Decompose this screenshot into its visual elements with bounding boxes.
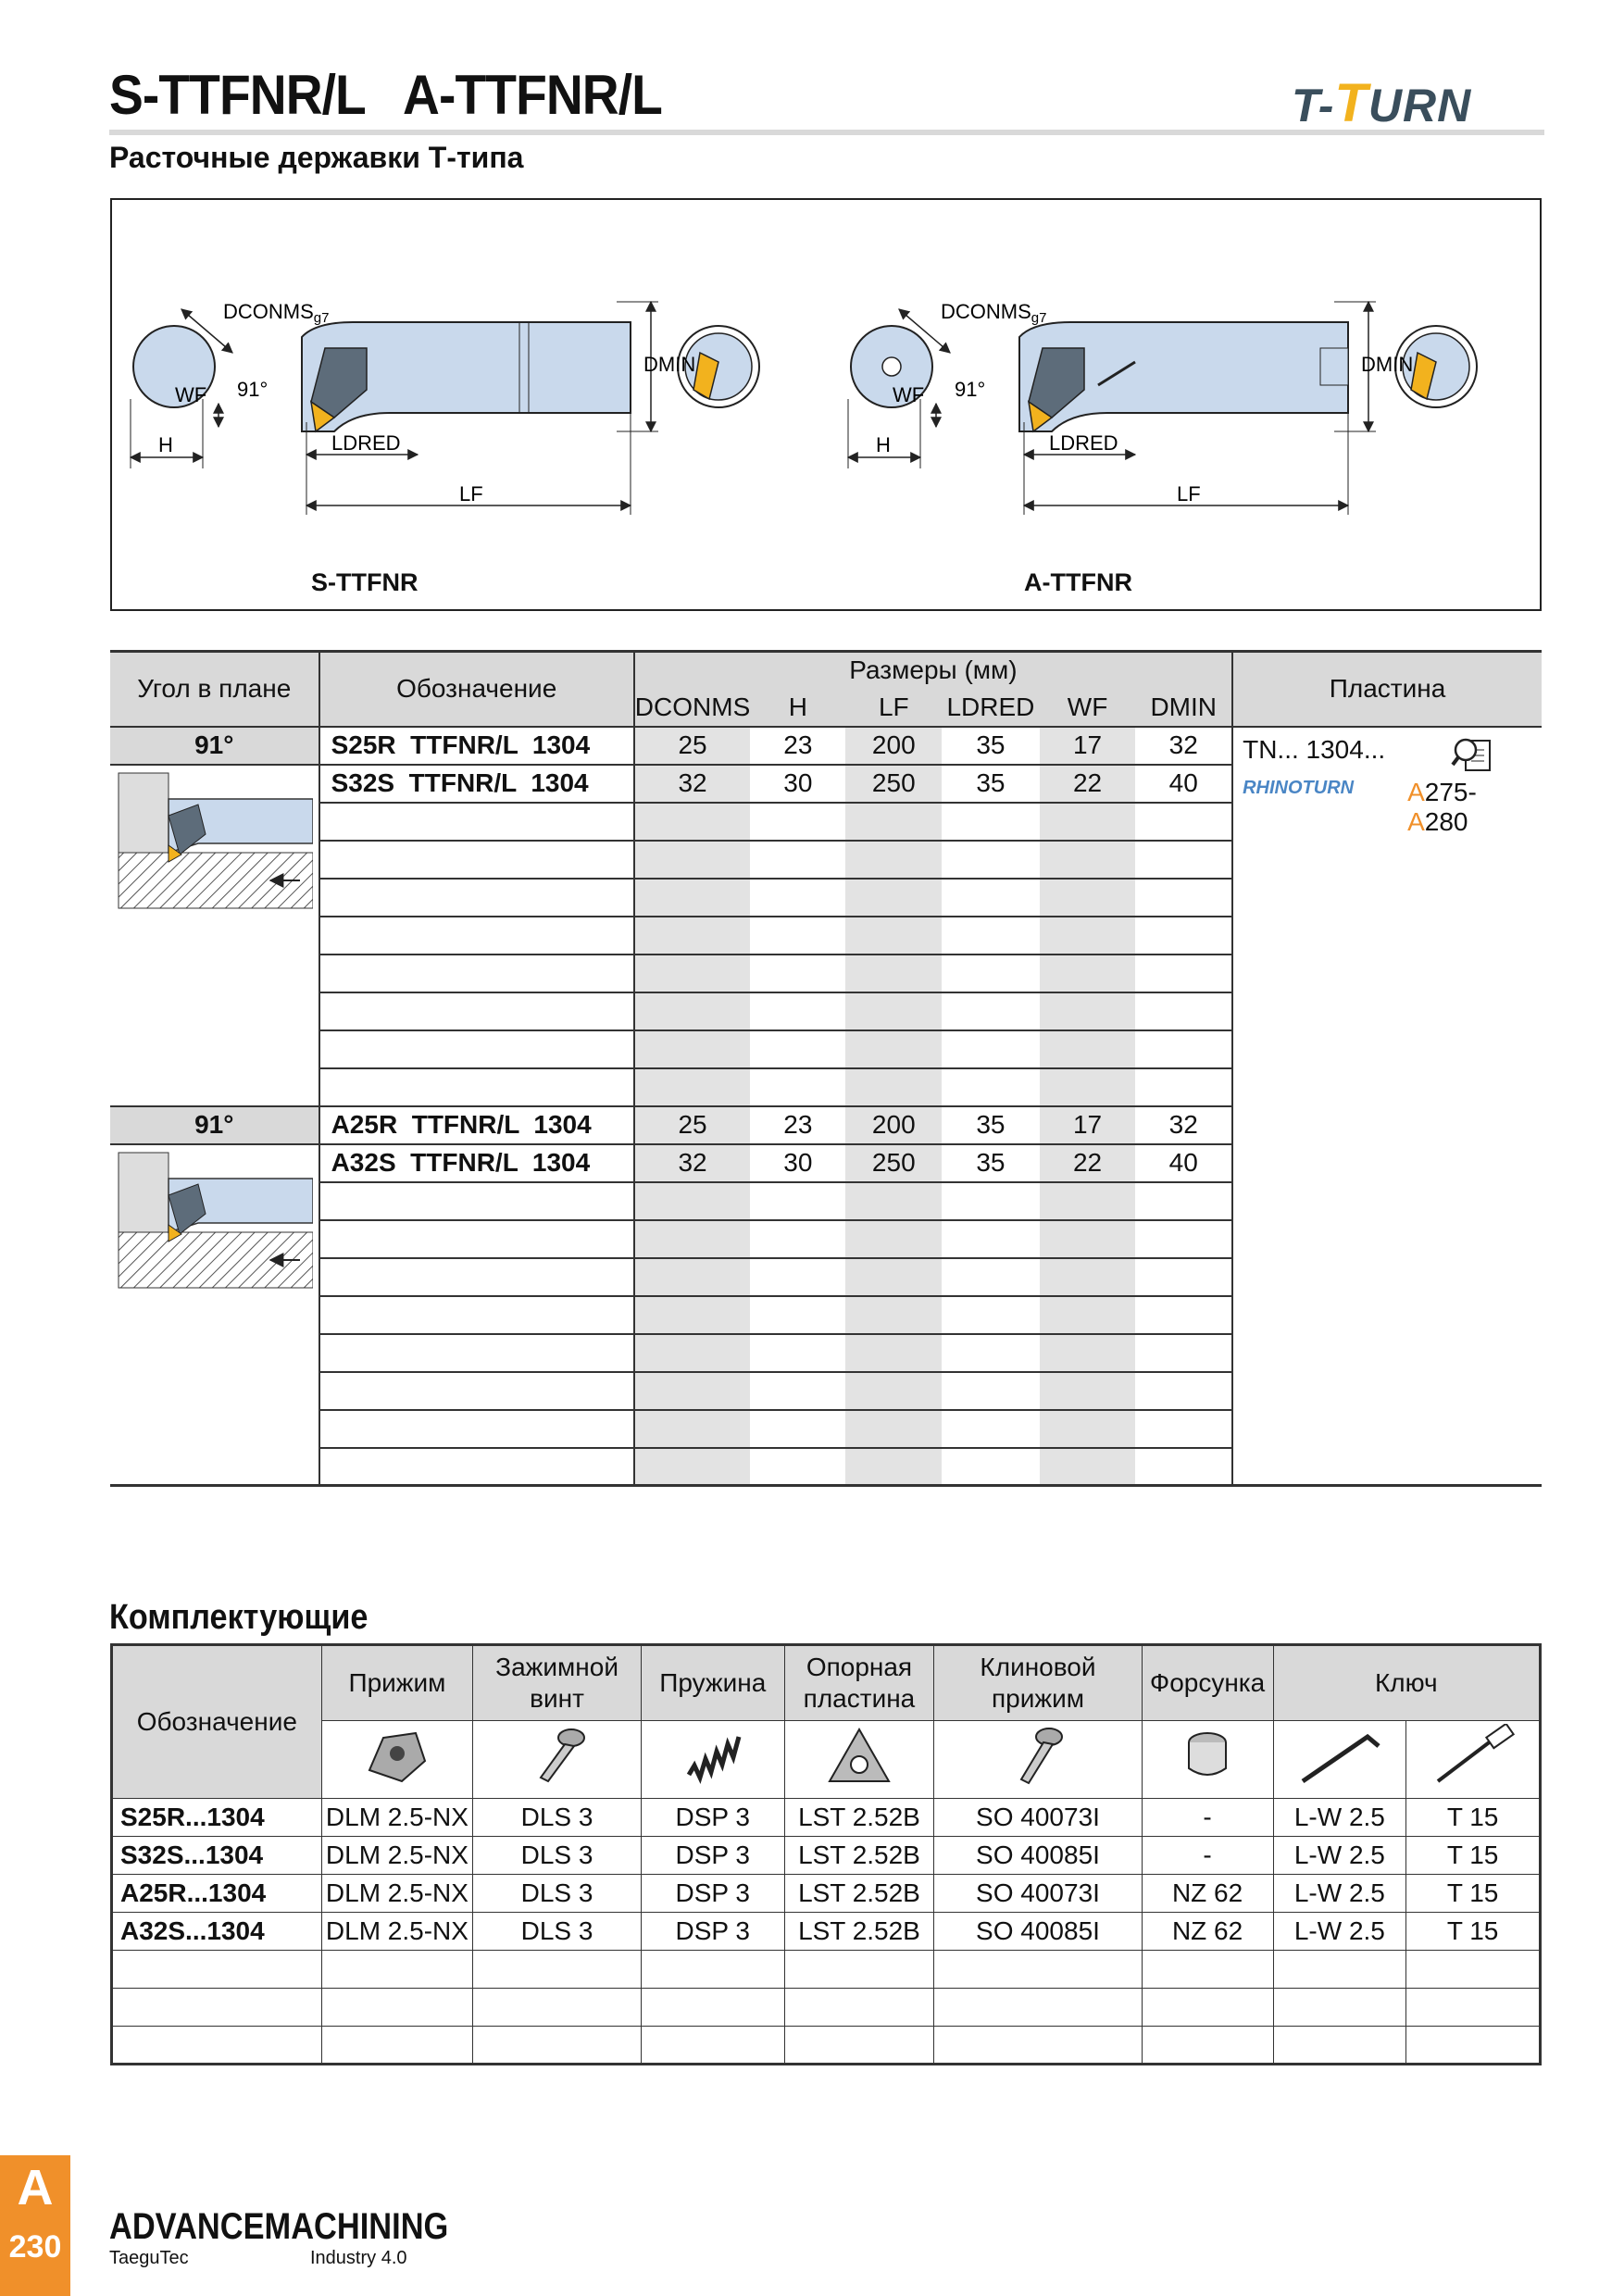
label-dmin: DMIN	[1361, 353, 1414, 376]
value-lf: 200	[845, 727, 942, 765]
empty-value-cell	[845, 1182, 942, 1220]
empty-cell	[934, 2027, 1142, 2065]
empty-designation-cell	[319, 1030, 634, 1068]
empty-value-cell	[634, 917, 750, 955]
label-ldred: LDRED	[331, 431, 401, 455]
empty-value-cell	[750, 917, 845, 955]
empty-value-cell	[1040, 803, 1136, 841]
brand-sub-left: TaeguTec	[109, 2248, 189, 2268]
empty-value-cell	[1135, 1030, 1232, 1068]
empty-value-cell	[1135, 992, 1232, 1030]
accessory-part-cell: DLS 3	[473, 1875, 642, 1913]
s-type-application-illustration	[115, 769, 313, 917]
empty-value-cell	[845, 803, 942, 841]
col-wf: WF	[1040, 689, 1136, 727]
empty-value-cell	[1040, 1410, 1136, 1448]
label-wf: WF	[175, 383, 207, 406]
empty-designation-cell	[319, 879, 634, 917]
empty-value-cell	[634, 803, 750, 841]
designation-cell: A32S TTFNR/L 1304	[319, 1144, 634, 1182]
empty-designation-cell	[319, 1296, 634, 1334]
label-angle: 91°	[237, 378, 269, 401]
empty-value-cell	[1135, 1410, 1232, 1448]
empty-value-cell	[1040, 1372, 1136, 1410]
value-h: 30	[750, 1144, 845, 1182]
value-lf: 200	[845, 1106, 942, 1144]
empty-value-cell	[1135, 879, 1232, 917]
angle-cell: 91°	[110, 1106, 319, 1144]
label-wf: WF	[893, 383, 925, 406]
empty-cell	[473, 2027, 642, 2065]
empty-value-cell	[942, 1220, 1040, 1258]
acc-header-clamp: Прижим	[321, 1645, 473, 1721]
accessory-empty-row	[112, 1989, 1541, 2027]
empty-cell	[1273, 1989, 1406, 2027]
accessories-table	[110, 1643, 1542, 2065]
accessory-part-cell: LST 2.52B	[784, 1913, 934, 1951]
acc-header-clamp-screw: Зажимной винт	[473, 1645, 642, 1721]
accessory-row	[112, 1799, 1541, 1837]
accessory-empty-row	[112, 2027, 1541, 2065]
accessory-part-cell: SO 40073I	[934, 1875, 1142, 1913]
empty-value-cell	[1135, 1334, 1232, 1372]
empty-cell	[112, 1989, 322, 2027]
accessory-part-cell: DLS 3	[473, 1913, 642, 1951]
accessory-part-cell: DLM 2.5-NX	[321, 1913, 473, 1951]
empty-value-cell	[634, 992, 750, 1030]
empty-value-cell	[942, 992, 1040, 1030]
logo-part-3: URN	[1368, 80, 1472, 131]
empty-value-cell	[942, 803, 1040, 841]
empty-cell	[1406, 1989, 1541, 2027]
empty-cell	[641, 1951, 784, 1989]
empty-designation-cell	[319, 1068, 634, 1106]
accessory-part-cell: L-W 2.5	[1273, 1799, 1406, 1837]
col-h: H	[750, 689, 845, 727]
value-dmin: 40	[1135, 765, 1232, 803]
empty-cell	[321, 1951, 473, 1989]
empty-cell	[321, 2027, 473, 2065]
empty-value-cell	[942, 1410, 1040, 1448]
empty-value-cell	[750, 955, 845, 992]
empty-designation-cell	[319, 1372, 634, 1410]
tool-diagram	[112, 200, 1540, 609]
empty-value-cell	[942, 879, 1040, 917]
value-dconms: 32	[634, 1144, 750, 1182]
page-tab	[0, 2155, 70, 2296]
empty-value-cell	[1135, 1068, 1232, 1106]
empty-value-cell	[750, 1448, 845, 1486]
empty-value-cell	[1040, 1030, 1136, 1068]
empty-value-cell	[1135, 1372, 1232, 1410]
empty-value-cell	[1135, 917, 1232, 955]
tool-dimension-table	[110, 650, 1542, 1487]
rhinoturn-logo: RHINOTURN	[1243, 777, 1355, 798]
empty-value-cell	[845, 917, 942, 955]
empty-value-cell	[1040, 1448, 1136, 1486]
accessory-part-cell: T 15	[1406, 1913, 1541, 1951]
accessory-part-cell: T 15	[1406, 1875, 1541, 1913]
accessory-designation: A25R...1304	[112, 1875, 322, 1913]
empty-cell	[1142, 1989, 1273, 2027]
label-ldred: LDRED	[1049, 431, 1118, 455]
label-angle: 91°	[955, 378, 986, 401]
empty-value-cell	[634, 1258, 750, 1296]
empty-value-cell	[845, 1448, 942, 1486]
empty-cell	[784, 2027, 934, 2065]
acc-header-nozzle: Форсунка	[1142, 1645, 1273, 1721]
tool-diagram-panel	[110, 198, 1542, 611]
section-letter: A	[17, 2160, 54, 2215]
accessory-part-cell: DSP 3	[641, 1799, 784, 1837]
empty-value-cell	[845, 879, 942, 917]
nozzle-icon	[1142, 1721, 1273, 1799]
empty-value-cell	[1135, 841, 1232, 879]
accessory-part-cell: L-W 2.5	[1273, 1875, 1406, 1913]
empty-value-cell	[845, 1030, 942, 1068]
empty-cell	[112, 1951, 322, 1989]
empty-value-cell	[1040, 955, 1136, 992]
screw-icon	[473, 1721, 642, 1799]
header-designation: Обозначение	[319, 652, 634, 727]
empty-designation-cell	[319, 1448, 634, 1486]
acc-header-designation: Обозначение	[112, 1645, 322, 1799]
accessory-row	[112, 1837, 1541, 1875]
label-dmin: DMIN	[643, 353, 696, 376]
empty-cell	[1406, 1951, 1541, 1989]
empty-value-cell	[750, 1372, 845, 1410]
accessory-empty-row	[112, 1951, 1541, 1989]
accessory-part-cell: LST 2.52B	[784, 1799, 934, 1837]
value-ldred: 35	[942, 765, 1040, 803]
empty-value-cell	[634, 955, 750, 992]
label-h: H	[876, 433, 891, 456]
empty-value-cell	[1040, 1258, 1136, 1296]
label-dconms: DCONMSg7	[941, 300, 1047, 326]
designation-cell: S32S TTFNR/L 1304	[319, 765, 634, 803]
s-ttfnr-diagram	[131, 300, 759, 515]
acc-header-spring: Пружина	[641, 1645, 784, 1721]
page-subtitle: Расточные державки Т-типа	[109, 141, 524, 174]
empty-value-cell	[845, 1220, 942, 1258]
value-dmin: 32	[1135, 727, 1232, 765]
empty-value-cell	[750, 1410, 845, 1448]
empty-value-cell	[942, 1068, 1040, 1106]
empty-value-cell	[634, 1334, 750, 1372]
a-type-application-illustration	[115, 1149, 313, 1297]
empty-value-cell	[750, 1068, 845, 1106]
empty-value-cell	[942, 917, 1040, 955]
empty-value-cell	[750, 1296, 845, 1334]
empty-value-cell	[845, 1334, 942, 1372]
empty-value-cell	[634, 879, 750, 917]
empty-designation-cell	[319, 1258, 634, 1296]
empty-value-cell	[845, 1410, 942, 1448]
empty-designation-cell	[319, 955, 634, 992]
empty-designation-cell	[319, 917, 634, 955]
value-wf: 22	[1040, 765, 1136, 803]
empty-value-cell	[750, 992, 845, 1030]
accessory-row	[112, 1875, 1541, 1913]
accessory-part-cell: DLS 3	[473, 1837, 642, 1875]
value-ldred: 35	[942, 727, 1040, 765]
empty-value-cell	[1040, 1220, 1136, 1258]
empty-value-cell	[942, 1296, 1040, 1334]
accessory-part-cell: DLM 2.5-NX	[321, 1799, 473, 1837]
value-dconms: 25	[634, 1106, 750, 1144]
empty-value-cell	[634, 1296, 750, 1334]
acc-header-key: Ключ	[1273, 1645, 1540, 1721]
value-h: 23	[750, 1106, 845, 1144]
accessory-part-cell: DSP 3	[641, 1875, 784, 1913]
label-lf: LF	[1177, 482, 1201, 505]
value-dmin: 32	[1135, 1106, 1232, 1144]
value-lf: 250	[845, 1144, 942, 1182]
col-lf: LF	[845, 689, 942, 727]
catalog-lookup-icon[interactable]	[1451, 735, 1495, 776]
accessory-part-cell: DLM 2.5-NX	[321, 1875, 473, 1913]
empty-cell	[112, 2027, 322, 2065]
empty-value-cell	[750, 1220, 845, 1258]
empty-value-cell	[1040, 841, 1136, 879]
s-ttfnr-label: S-TTFNR	[311, 568, 418, 596]
empty-value-cell	[1135, 955, 1232, 992]
header-angle: Угол в плане	[110, 652, 319, 727]
empty-value-cell	[942, 1334, 1040, 1372]
empty-value-cell	[942, 841, 1040, 879]
accessory-part-cell: DLS 3	[473, 1799, 642, 1837]
empty-value-cell	[1135, 1220, 1232, 1258]
empty-designation-cell	[319, 992, 634, 1030]
empty-cell	[473, 1951, 642, 1989]
accessory-part-cell: -	[1142, 1799, 1273, 1837]
empty-value-cell	[845, 992, 942, 1030]
a-ttfnr-label: A-TTFNR	[1024, 568, 1132, 596]
accessory-part-cell: L-W 2.5	[1273, 1837, 1406, 1875]
accessory-part-cell: T 15	[1406, 1837, 1541, 1875]
clamp-icon	[321, 1721, 473, 1799]
accessory-part-cell: DLM 2.5-NX	[321, 1837, 473, 1875]
accessory-part-cell: T 15	[1406, 1799, 1541, 1837]
empty-cell	[934, 1951, 1142, 1989]
empty-value-cell	[942, 1372, 1040, 1410]
empty-value-cell	[1135, 1182, 1232, 1220]
col-ldred: LDRED	[942, 689, 1040, 727]
accessory-part-cell: SO 40085I	[934, 1913, 1142, 1951]
empty-value-cell	[1135, 803, 1232, 841]
col-dmin: DMIN	[1135, 689, 1232, 727]
accessory-part-cell: DSP 3	[641, 1913, 784, 1951]
accessory-designation: S32S...1304	[112, 1837, 322, 1875]
empty-value-cell	[750, 1258, 845, 1296]
value-wf: 22	[1040, 1144, 1136, 1182]
col-dconms: DCONMS	[634, 689, 750, 727]
empty-value-cell	[942, 1448, 1040, 1486]
page-title: S-TTFNR/L A-TTFNR/L	[109, 64, 662, 126]
empty-value-cell	[942, 1182, 1040, 1220]
empty-value-cell	[634, 1030, 750, 1068]
value-h: 23	[750, 727, 845, 765]
header-dimensions: Размеры (мм)	[634, 652, 1232, 689]
empty-value-cell	[845, 1258, 942, 1296]
brand-sub-right: Industry 4.0	[310, 2248, 407, 2268]
empty-value-cell	[1040, 992, 1136, 1030]
designation-cell: S25R TTFNR/L 1304	[319, 727, 634, 765]
empty-value-cell	[1135, 1448, 1232, 1486]
value-lf: 250	[845, 765, 942, 803]
empty-cell	[934, 1989, 1142, 2027]
torx-key-icon	[1406, 1721, 1541, 1799]
application-illustration-cell	[110, 1144, 319, 1486]
value-ldred: 35	[942, 1144, 1040, 1182]
empty-value-cell	[1040, 1068, 1136, 1106]
empty-value-cell	[634, 1220, 750, 1258]
header-insert: Пластина	[1232, 652, 1542, 727]
value-ldred: 35	[942, 1106, 1040, 1144]
angle-cell: 91°	[110, 727, 319, 765]
accessory-part-cell: NZ 62	[1142, 1875, 1273, 1913]
empty-value-cell	[1040, 917, 1136, 955]
empty-cell	[784, 1951, 934, 1989]
value-dmin: 40	[1135, 1144, 1232, 1182]
spring-icon	[641, 1721, 784, 1799]
accessory-designation: A32S...1304	[112, 1913, 322, 1951]
empty-value-cell	[942, 1030, 1040, 1068]
empty-value-cell	[634, 1182, 750, 1220]
acc-header-wedge-clamp: Клиновой прижим	[934, 1645, 1142, 1721]
accessory-designation: S25R...1304	[112, 1799, 322, 1837]
empty-value-cell	[1040, 1182, 1136, 1220]
empty-value-cell	[1135, 1296, 1232, 1334]
empty-value-cell	[750, 1334, 845, 1372]
page-number: 230	[8, 2229, 62, 2265]
accessory-part-cell: -	[1142, 1837, 1273, 1875]
empty-value-cell	[1040, 879, 1136, 917]
empty-designation-cell	[319, 803, 634, 841]
empty-value-cell	[750, 803, 845, 841]
label-dconms: DCONMSg7	[223, 300, 330, 326]
empty-cell	[473, 1989, 642, 2027]
empty-value-cell	[634, 1068, 750, 1106]
empty-value-cell	[845, 1372, 942, 1410]
empty-value-cell	[1135, 1258, 1232, 1296]
advance-machining-logo: ADVANCEMACHINING	[109, 2206, 449, 2247]
accessory-part-cell: NZ 62	[1142, 1913, 1273, 1951]
value-wf: 17	[1040, 1106, 1136, 1144]
accessory-part-cell: SO 40073I	[934, 1799, 1142, 1837]
shim-icon	[784, 1721, 934, 1799]
hex-key-icon	[1273, 1721, 1406, 1799]
empty-value-cell	[634, 1448, 750, 1486]
empty-value-cell	[634, 1372, 750, 1410]
application-illustration-cell	[110, 765, 319, 1106]
empty-value-cell	[634, 1410, 750, 1448]
accessory-row	[112, 1913, 1541, 1951]
value-dconms: 25	[634, 727, 750, 765]
empty-value-cell	[750, 879, 845, 917]
accessories-title: Комплектующие	[109, 1598, 369, 1637]
accessory-part-cell: L-W 2.5	[1273, 1913, 1406, 1951]
empty-value-cell	[750, 1182, 845, 1220]
empty-designation-cell	[319, 1334, 634, 1372]
empty-designation-cell	[319, 841, 634, 879]
empty-designation-cell	[319, 1410, 634, 1448]
logo-part-1: T-	[1292, 80, 1335, 131]
empty-cell	[641, 1989, 784, 2027]
empty-value-cell	[750, 1030, 845, 1068]
empty-value-cell	[845, 1296, 942, 1334]
accessory-part-cell: LST 2.52B	[784, 1837, 934, 1875]
value-dconms: 32	[634, 765, 750, 803]
accessory-part-cell: SO 40085I	[934, 1837, 1142, 1875]
a-ttfnr-diagram	[848, 300, 1477, 515]
empty-cell	[641, 2027, 784, 2065]
empty-value-cell	[634, 841, 750, 879]
empty-cell	[1273, 1951, 1406, 1989]
empty-designation-cell	[319, 1220, 634, 1258]
empty-cell	[1273, 2027, 1406, 2065]
empty-value-cell	[845, 841, 942, 879]
logo-part-2: T	[1334, 73, 1368, 133]
empty-value-cell	[942, 1258, 1040, 1296]
page-reference[interactable]: A275-A280	[1407, 777, 1477, 836]
accessory-part-cell: DSP 3	[641, 1837, 784, 1875]
label-lf: LF	[459, 482, 483, 505]
empty-cell	[1142, 2027, 1273, 2065]
value-wf: 17	[1040, 727, 1136, 765]
empty-value-cell	[845, 955, 942, 992]
wedge-screw-icon	[934, 1721, 1142, 1799]
empty-value-cell	[1040, 1296, 1136, 1334]
empty-cell	[784, 1989, 934, 2027]
empty-value-cell	[942, 955, 1040, 992]
designation-cell: A25R TTFNR/L 1304	[319, 1106, 634, 1144]
empty-designation-cell	[319, 1182, 634, 1220]
insert-info-cell	[1232, 727, 1542, 1486]
empty-cell	[321, 1989, 473, 2027]
label-h: H	[158, 433, 173, 456]
value-h: 30	[750, 765, 845, 803]
acc-header-shim: Опорная пластина	[784, 1645, 934, 1721]
empty-cell	[1406, 2027, 1541, 2065]
empty-value-cell	[845, 1068, 942, 1106]
accessory-part-cell: LST 2.52B	[784, 1875, 934, 1913]
empty-cell	[1142, 1951, 1273, 1989]
empty-value-cell	[750, 841, 845, 879]
insert-code: TN... 1304...	[1243, 734, 1386, 764]
empty-value-cell	[1040, 1334, 1136, 1372]
t-turn-logo	[1292, 72, 1471, 134]
